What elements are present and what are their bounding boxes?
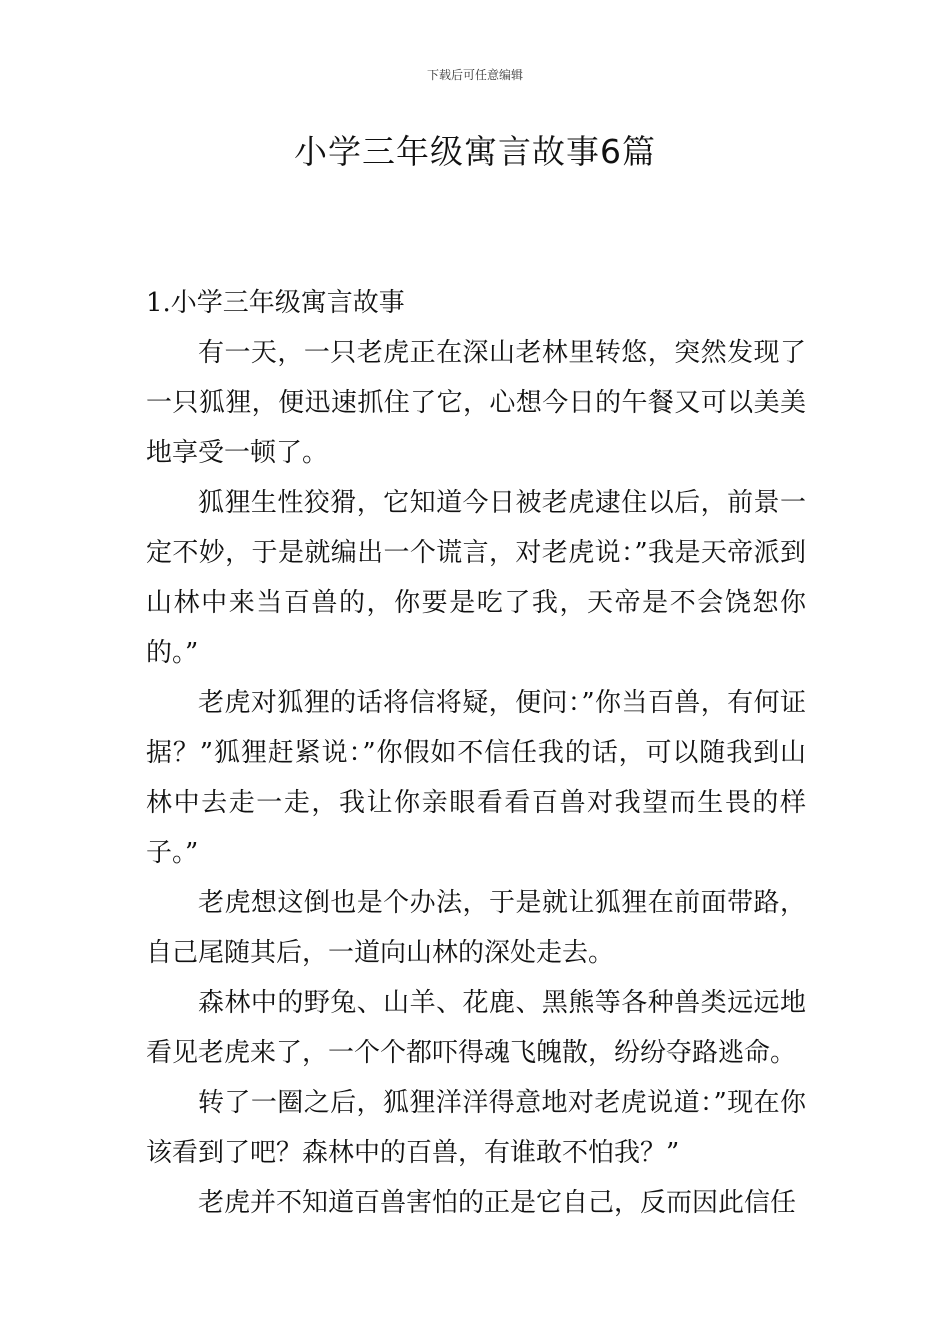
paragraph: 狐狸生性狡猾，它知道今日被老虎逮住以后，前景一定不妙，于是就编出一个谎言，对老虎说：”我是天帝派到山林中来当百兽的，你要是吃了我，天帝是不会饶恕你的。” [146, 488, 806, 668]
document-body [146, 278, 806, 1228]
paragraph: 森林中的野兔、山羊、花鹿、黑熊等各种兽类远远地看见老虎来了，一个个都吓得魂飞魄散，纷纷夺路逃命。 [146, 988, 806, 1068]
section-heading: 1.小学三年级寓言故事 [146, 288, 405, 318]
paragraph: 老虎对狐狸的话将信将疑，便问：”你当百兽，有何证据？”狐狸赶紧说：”你假如不信任我的话，可以随我到山林中去走一走，我让你亲眼看看百兽对我望而生畏的样子。” [146, 688, 806, 868]
paragraph: 有一天，一只老虎正在深山老林里转悠，突然发现了一只狐狸，便迅速抓住了它，心想今日的午餐又可以美美地享受一顿了。 [146, 338, 806, 468]
paragraph: 老虎并不知道百兽害怕的正是它自己，反而因此信任 [198, 1188, 797, 1218]
paragraph: 老虎想这倒也是个办法，于是就让狐狸在前面带路，自己尾随其后，一道向山林的深处走去。 [146, 888, 806, 968]
document-title: 小学三年级寓言故事6篇 [294, 132, 656, 171]
header-note: 下载后可任意编辑 [426, 68, 523, 82]
paragraph: 转了一圈之后，狐狸洋洋得意地对老虎说道：”现在你该看到了吧？森林中的百兽，有谁敢不怕我？” [146, 1088, 806, 1168]
